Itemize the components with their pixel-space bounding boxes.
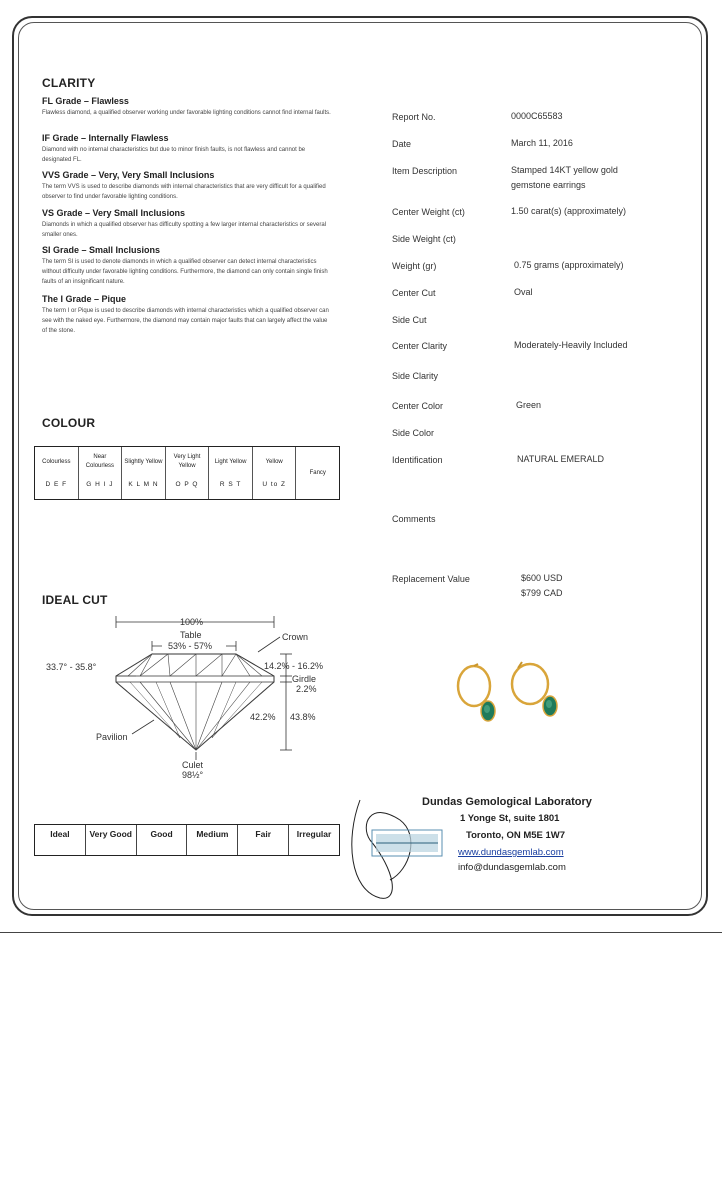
table-label: Table xyxy=(180,630,202,640)
colour-cell-light-yellow xyxy=(209,447,253,499)
colour-cell-code: K L M N xyxy=(128,481,159,488)
ideal-cut-heading: IDEAL CUT xyxy=(42,593,108,607)
center-weight-label: Center Weight (ct) xyxy=(392,207,465,217)
lab-address-street: 1 Yonge St, suite 1801 xyxy=(460,813,560,824)
item-description-value: Stamped 14KT yellow gold gemstone earrings xyxy=(511,165,618,190)
replacement-value-usd: $600 USD xyxy=(521,573,563,583)
colour-cell-name: Slightly Yellow xyxy=(124,458,163,465)
grade-si-desc: The term SI is used to denote diamonds in which a qualified observer can detect internal characteristics without difficulty under favorable lighting conditions. Furthermore, the diamond can only contain single finish faults of an insignificant nature. xyxy=(42,259,328,285)
grade-if-title: IF Grade – Internally Flawless xyxy=(42,133,169,143)
girdle-label: Girdle xyxy=(292,674,317,684)
table-range-label: 53% - 57% xyxy=(168,641,213,651)
crown-label: Crown xyxy=(282,632,309,642)
width-label: 100% xyxy=(180,617,204,627)
diamond-proportions-diagram xyxy=(40,610,340,790)
colour-cell-code: O P Q xyxy=(175,481,199,488)
colour-heading: COLOUR xyxy=(42,416,96,430)
grade-fl-title: FL Grade – Flawless xyxy=(42,96,129,106)
colour-cell-very-light-yellow xyxy=(166,447,210,499)
center-clarity-label: Center Clarity xyxy=(392,341,448,351)
side-weight-label: Side Weight (ct) xyxy=(392,234,456,244)
colour-cell-yellow xyxy=(253,447,297,499)
cut-grade-table xyxy=(34,824,340,856)
replacement-value-cad: $799 CAD xyxy=(521,588,563,598)
center-weight-value: 1.50 carat(s) (approximately) xyxy=(511,206,627,216)
weight-gr-label: Weight (gr) xyxy=(392,261,437,271)
pavilion-label: Pavilion xyxy=(96,732,128,742)
culet-label: Culet xyxy=(182,760,204,770)
grade-vvs-desc: The term VVS is used to describe diamonds with internal characteristics that are very difficult for a qualified observer to find under favorable lighting conditions. xyxy=(42,184,326,200)
lab-website-link[interactable]: www.dundasgemlab.com xyxy=(458,847,564,858)
center-color-value: Green xyxy=(516,400,542,410)
crown-angle-label: 33.7° - 35.8° xyxy=(46,662,97,672)
report-no-label: Report No. xyxy=(392,112,436,122)
colour-cell-slightly-yellow xyxy=(122,447,166,499)
date-value: March 11, 2016 xyxy=(511,138,573,148)
colour-cell-colourless xyxy=(35,447,79,499)
identification-label: Identification xyxy=(392,455,443,465)
earrings-photo xyxy=(448,656,578,728)
crown-height-label: 14.2% - 16.2% xyxy=(264,661,324,671)
replacement-value-label: Replacement Value xyxy=(392,574,470,584)
center-clarity-value: Moderately-Heavily Included xyxy=(514,340,628,350)
colour-cell-code: D E F xyxy=(45,481,68,488)
cut-grade-fair: Fair xyxy=(238,825,289,855)
grade-if-desc: Diamond with no internal characteristics but due to minor finish faults, is not flawless and cannot be designated FL. xyxy=(42,147,306,163)
grade-si-title: SI Grade – Small Inclusions xyxy=(42,245,161,255)
cut-grade-good: Good xyxy=(137,825,188,855)
colour-cell-name: Colourless xyxy=(42,458,71,465)
grade-vs-title: VS Grade – Very Small Inclusions xyxy=(42,208,186,218)
colour-cell-fancy xyxy=(296,447,339,499)
culet-pct-label: 98½° xyxy=(182,770,204,780)
pavilion-depth-max-label: 43.8% xyxy=(290,712,316,722)
weight-gr-value: 0.75 grams (approximately) xyxy=(514,260,624,270)
clarity-heading: CLARITY xyxy=(42,76,96,90)
cut-grade-ideal: Ideal xyxy=(35,825,86,855)
lab-email: info@dundasgemlab.com xyxy=(458,862,566,873)
colour-cell-name: Fancy xyxy=(309,469,326,476)
cut-grade-irregular: Irregular xyxy=(296,829,332,839)
center-cut-value: Oval xyxy=(514,287,533,297)
pavilion-depth-min-label: 42.2% xyxy=(250,712,276,722)
page-divider xyxy=(0,932,722,933)
date-label: Date xyxy=(392,139,412,149)
item-description-label: Item Description xyxy=(392,166,458,176)
colour-cell-code: G H I J xyxy=(86,481,114,488)
report-no-value: 0000C65583 xyxy=(511,111,563,121)
lab-name: Dundas Gemological Laboratory xyxy=(422,796,592,808)
girdle-pct-label: 2.2% xyxy=(296,684,317,694)
grade-vvs-title: VVS Grade – Very, Very Small Inclusions xyxy=(42,170,215,180)
colour-cell-name: Near Colourless xyxy=(85,454,115,469)
center-color-label: Center Color xyxy=(392,401,444,411)
colour-scale-table xyxy=(34,446,340,500)
side-clarity-label: Side Clarity xyxy=(392,371,439,381)
colour-cell-code: R S T xyxy=(219,481,242,488)
cut-grade-medium: Medium xyxy=(187,825,238,855)
side-cut-label: Side Cut xyxy=(392,315,427,325)
identification-value: NATURAL EMERALD xyxy=(517,454,605,464)
colour-cell-name: Light Yellow xyxy=(214,458,247,465)
colour-cell-near-colourless xyxy=(79,447,123,499)
grade-vs-desc: Diamonds in which a qualified observer has difficulty spotting a few larger internal characteristics or several smaller ones. xyxy=(42,222,327,238)
side-color-label: Side Color xyxy=(392,428,435,438)
colour-cell-name: Very Light Yellow xyxy=(173,454,201,469)
lab-address-city: Toronto, ON M5E 1W7 xyxy=(466,830,566,841)
grade-fl-desc: Flawless diamond, a qualified observer working under favorable lighting conditions cannot find internal faults. xyxy=(42,110,331,116)
comments-label: Comments xyxy=(392,514,436,524)
center-cut-label: Center Cut xyxy=(392,288,436,298)
grade-i-desc: The term I or Pique is used to describe diamonds with internal characteristics which a qualified observer can see with the naked eye. Furthermore, the diamond may contain major faults that can largely affect the value of the stone. xyxy=(42,308,329,334)
colour-cell-name: Yellow xyxy=(265,458,283,465)
grade-i-title: The I Grade – Pique xyxy=(42,294,127,304)
colour-cell-code: U to Z xyxy=(262,481,287,488)
cut-grade-very-good: Very Good xyxy=(86,825,137,855)
